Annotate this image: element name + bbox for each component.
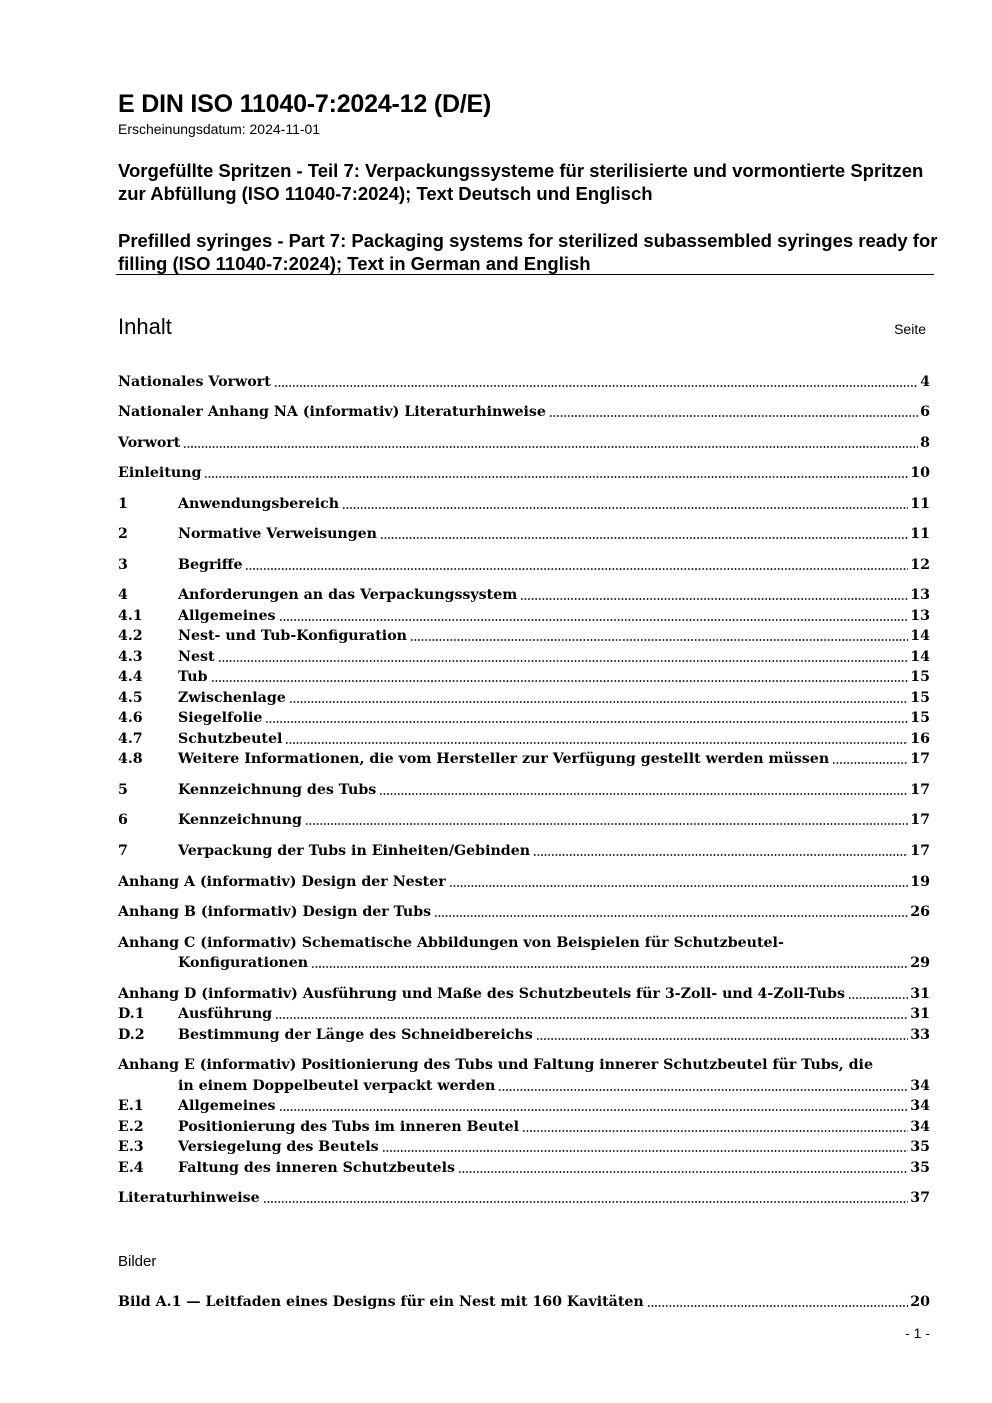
toc-entry[interactable] — [118, 953, 930, 973]
toc-number: 4.4 — [118, 669, 143, 685]
title-german: Vorgefüllte Spritzen - Teil 7: Verpackungssysteme für sterilisierte und vormontierte Spritzen zur Abfüllung (ISO 11040-7:2024); Text Deutsch und Englisch — [118, 160, 924, 204]
toc-entry[interactable] — [118, 1137, 930, 1157]
toc-page: 15 — [910, 710, 930, 726]
page-column-label: Seite — [894, 321, 926, 337]
toc-label: Faltung des inneren Schutzbeutels — [178, 1160, 455, 1176]
toc-number: 5 — [118, 782, 128, 798]
toc-entry[interactable] — [118, 688, 930, 708]
toc-page: 14 — [910, 628, 930, 644]
toc-entry[interactable] — [118, 372, 930, 392]
toc-page: 16 — [910, 731, 930, 747]
title-divider — [116, 274, 934, 275]
toc-number: 2 — [118, 526, 128, 542]
toc-page: 34 — [910, 1098, 930, 1114]
toc-page: 11 — [910, 526, 930, 542]
leader-dots — [245, 568, 908, 570]
leader-dots — [289, 701, 908, 703]
toc-page: 17 — [910, 843, 930, 859]
toc-label: Ausführung — [178, 1006, 273, 1022]
figure-page: 20 — [910, 1294, 930, 1310]
toc-label: Vorwort — [118, 435, 181, 451]
toc-label: Literaturhinweise — [118, 1190, 260, 1206]
toc-entry[interactable] — [118, 555, 930, 575]
toc-label: Anhang C (informativ) Schematische Abbildungen von Beispielen für Schutzbeutel- — [118, 935, 784, 951]
toc-entry[interactable] — [118, 1004, 930, 1024]
leader-dots — [449, 885, 909, 887]
leader-dots — [848, 997, 908, 999]
toc-entry[interactable] — [118, 810, 930, 830]
toc-label: Versiegelung des Beutels — [178, 1139, 379, 1155]
leader-dots — [275, 1017, 908, 1019]
leader-dots — [410, 639, 908, 641]
leader-dots — [183, 446, 918, 448]
toc-entry[interactable] — [118, 749, 930, 769]
figure-label: Bild A.1 — Leitfaden eines Designs für ein Nest mit 160 Kavitäten — [118, 1294, 644, 1310]
leader-dots — [522, 1130, 908, 1132]
leader-dots — [263, 1201, 909, 1203]
leader-dots — [380, 537, 908, 539]
leader-dots — [279, 1109, 909, 1111]
toc-label: Positionierung des Tubs im inneren Beutel — [178, 1119, 519, 1135]
toc-entry[interactable] — [118, 729, 930, 749]
toc-label: Zwischenlage — [178, 690, 286, 706]
toc-page: 17 — [910, 812, 930, 828]
toc-label: Anhang D (informativ) Ausführung und Maße des Schutzbeutels für 3-Zoll- und 4-Zoll-Tubs — [118, 986, 845, 1002]
toc-label: Konfigurationen — [178, 955, 309, 971]
leader-dots — [536, 1038, 909, 1040]
toc-label: Verpackung der Tubs in Einheiten/Gebinden — [178, 843, 531, 859]
toc-page: 31 — [910, 986, 930, 1002]
toc-entry[interactable] — [118, 1117, 930, 1137]
toc-label: Begriffe — [178, 557, 243, 573]
toc-label: Kennzeichnung des Tubs — [178, 782, 377, 798]
toc-label: Nest- und Tub-Konfiguration — [178, 628, 407, 644]
toc-number: 4.8 — [118, 751, 143, 767]
toc-label: Nest — [178, 649, 215, 665]
toc-label: Siegelfolie — [178, 710, 263, 726]
toc-label: Anhang B (informativ) Design der Tubs — [118, 904, 432, 920]
toc-page: 31 — [910, 1006, 930, 1022]
toc-page: 15 — [910, 669, 930, 685]
leader-dots — [311, 966, 908, 968]
toc-number: 4.5 — [118, 690, 143, 706]
toc-page: 6 — [920, 404, 930, 420]
toc-label: Kennzeichnung — [178, 812, 302, 828]
toc-entry[interactable] — [118, 402, 930, 422]
toc-entry[interactable] — [118, 433, 930, 453]
toc-entry[interactable] — [118, 463, 930, 483]
page-number: - 1 - — [905, 1325, 930, 1341]
toc-number: E.1 — [118, 1098, 144, 1114]
toc-page: 19 — [910, 874, 930, 890]
toc-entry[interactable] — [118, 708, 930, 728]
leader-dots — [274, 385, 918, 387]
leader-dots — [279, 619, 909, 621]
toc-label: Normative Verweisungen — [178, 526, 377, 542]
document-designation: E DIN ISO 11040-7:2024-12 (D/E) — [118, 90, 492, 118]
figures-heading: Bilder — [118, 1253, 157, 1270]
toc-entry[interactable] — [118, 585, 930, 605]
toc-number: 4.1 — [118, 608, 143, 624]
toc-label: Tub — [178, 669, 208, 685]
toc-label: Bestimmung der Länge des Schneidbereichs — [178, 1027, 533, 1043]
leader-dots — [458, 1171, 908, 1173]
toc-entry[interactable] — [118, 647, 930, 667]
toc-label: Allgemeines — [178, 1098, 276, 1114]
toc-number: 1 — [118, 496, 128, 512]
leader-dots — [204, 476, 908, 478]
toc-entry[interactable] — [118, 626, 930, 646]
toc-label: Anwendungsbereich — [178, 496, 340, 512]
toc-page: 35 — [910, 1160, 930, 1176]
toc-entry[interactable] — [118, 524, 930, 544]
figure-entry[interactable] — [118, 1292, 930, 1312]
toc-label: Einleitung — [118, 465, 202, 481]
toc-entry[interactable] — [118, 984, 930, 1004]
toc-number: 4.7 — [118, 731, 143, 747]
leader-dots — [218, 660, 909, 662]
leader-dots — [520, 598, 908, 600]
toc-page: 26 — [910, 904, 930, 920]
toc-entry[interactable] — [118, 1096, 930, 1116]
leader-dots — [382, 1150, 909, 1152]
toc-page: 34 — [910, 1078, 930, 1094]
toc-page: 17 — [910, 751, 930, 767]
leader-dots — [211, 680, 909, 682]
toc-entry[interactable] — [118, 494, 930, 514]
leader-dots — [342, 507, 908, 509]
toc-number: 4.6 — [118, 710, 143, 726]
toc-label: Schutzbeutel — [178, 731, 283, 747]
toc-number: 6 — [118, 812, 128, 828]
toc-number: D.1 — [118, 1006, 145, 1022]
toc-number: 7 — [118, 843, 128, 859]
leader-dots — [498, 1089, 908, 1091]
toc-page: 15 — [910, 690, 930, 706]
leader-dots — [434, 915, 908, 917]
toc-entry[interactable] — [118, 780, 930, 800]
toc-page: 34 — [910, 1119, 930, 1135]
toc-page: 14 — [910, 649, 930, 665]
toc-entry[interactable] — [118, 1025, 930, 1045]
toc-number: 4.2 — [118, 628, 143, 644]
leader-dots — [533, 854, 908, 856]
toc-page: 12 — [910, 557, 930, 573]
title-english: Prefilled syringes - Part 7: Packaging systems for sterilized subassembled syringes ready for filling (ISO 11040-7:2024); Text in German and English — [118, 230, 938, 274]
leader-dots — [285, 742, 908, 744]
toc-page: 11 — [910, 496, 930, 512]
toc-number: 4 — [118, 587, 128, 603]
toc-page: 4 — [920, 374, 930, 390]
leader-dots — [305, 823, 908, 825]
toc-entry[interactable] — [118, 1055, 930, 1075]
toc-label: Allgemeines — [178, 608, 276, 624]
toc-label: in einem Doppelbeutel verpackt werden — [178, 1078, 496, 1094]
toc-entry[interactable] — [118, 933, 930, 953]
leader-dots — [379, 793, 908, 795]
toc-page: 8 — [920, 435, 930, 451]
toc-entry[interactable] — [118, 872, 930, 892]
toc-number: 4.3 — [118, 649, 143, 665]
leader-dots — [265, 721, 908, 723]
publication-date: Erscheinungsdatum: 2024-11-01 — [118, 121, 321, 137]
toc-page: 37 — [910, 1190, 930, 1206]
toc-label: Nationaler Anhang NA (informativ) Literaturhinweise — [118, 404, 546, 420]
toc-page: 33 — [910, 1027, 930, 1043]
leader-dots — [832, 762, 908, 764]
toc-page: 13 — [910, 587, 930, 603]
toc-page: 17 — [910, 782, 930, 798]
toc-entry[interactable] — [118, 841, 930, 861]
toc-number: E.2 — [118, 1119, 144, 1135]
toc-label: Nationales Vorwort — [118, 374, 271, 390]
toc-label: Anforderungen an das Verpackungssystem — [178, 587, 518, 603]
toc-page: 29 — [910, 955, 930, 971]
leader-dots — [647, 1305, 909, 1307]
toc-page: 35 — [910, 1139, 930, 1155]
toc-entry[interactable] — [118, 1076, 930, 1096]
toc-page: 13 — [910, 608, 930, 624]
toc-page: 10 — [910, 465, 930, 481]
toc-label: Anhang E (informativ) Positionierung des Tubs und Faltung innerer Schutzbeutel für Tubs, die — [118, 1057, 873, 1073]
toc-number: E.4 — [118, 1160, 144, 1176]
toc-entry[interactable] — [118, 902, 930, 922]
toc-label: Anhang A (informativ) Design der Nester — [118, 874, 446, 890]
leader-dots — [549, 415, 918, 417]
toc-number: D.2 — [118, 1027, 145, 1043]
toc-entry[interactable] — [118, 1188, 930, 1208]
toc-number: E.3 — [118, 1139, 144, 1155]
toc-entry[interactable] — [118, 667, 930, 687]
toc-entry[interactable] — [118, 606, 930, 626]
toc-label: Weitere Informationen, die vom Hersteller zur Verfügung gestellt werden müssen — [178, 751, 830, 767]
toc-number: 3 — [118, 557, 128, 573]
toc-entry[interactable] — [118, 1158, 930, 1178]
contents-heading: Inhalt — [118, 314, 172, 339]
